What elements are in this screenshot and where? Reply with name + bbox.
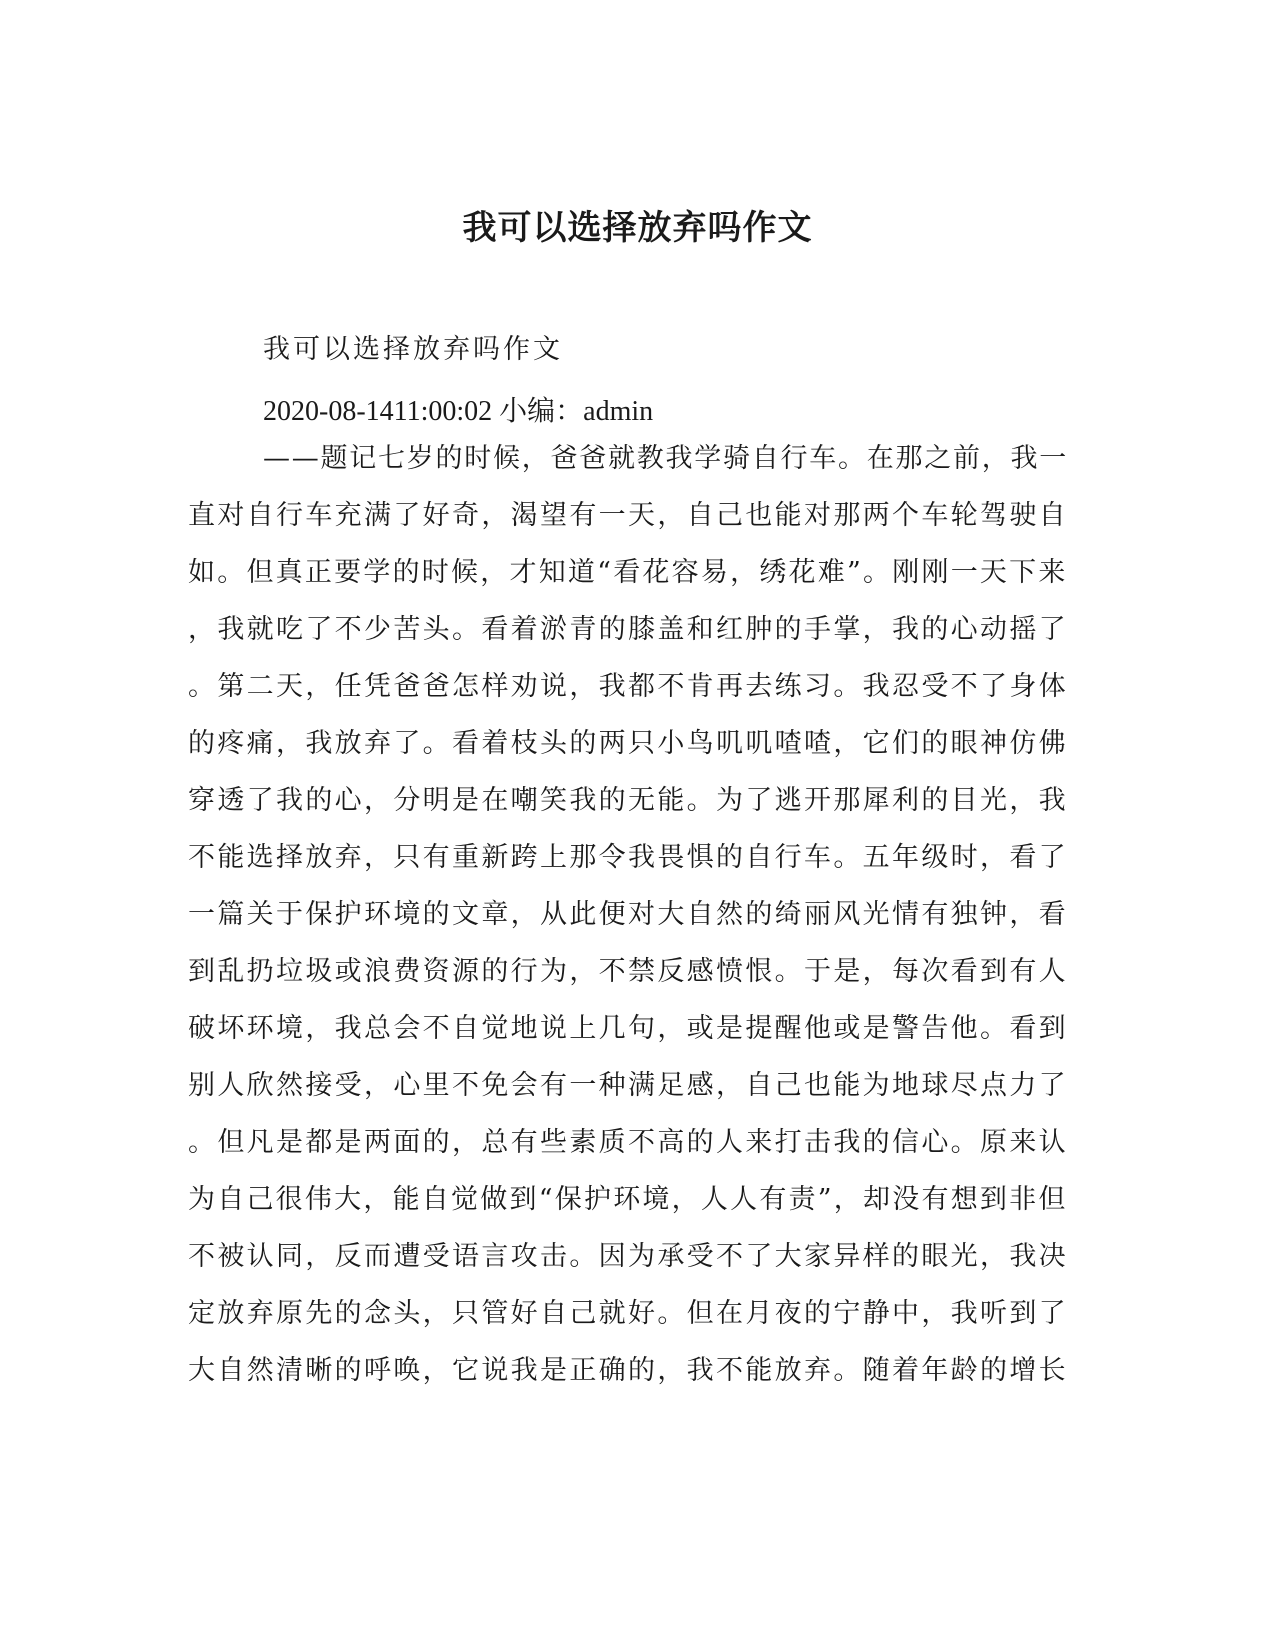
body-line: ，我就吃了不少苦头。看着淤青的膝盖和红肿的手掌，我的心动摇了 (188, 614, 1068, 645)
body-line: 不能选择放弃，只有重新跨上那令我畏惧的自行车。五年级时，看了 (188, 842, 1068, 873)
body-line: 大自然清晰的呼唤，它说我是正确的，我不能放弃。随着年龄的增长 (188, 1355, 1068, 1386)
body-line: 直对自行车充满了好奇，渴望有一天，自己也能对那两个车轮驾驶自 (188, 500, 1068, 531)
body-line: ——题记七岁的时候，爸爸就教我学骑自行车。在那之前，我一 (263, 443, 1068, 474)
document-subtitle: 我可以选择放弃吗作文 (263, 334, 563, 365)
body-line: 为自己很伟大，能自觉做到“保护环境，人人有责”，却没有想到非但 (188, 1184, 1068, 1215)
body-line: 。第二天，任凭爸爸怎样劝说，我都不肯再去练习。我忍受不了身体 (188, 671, 1068, 702)
document-title: 我可以选择放弃吗作文 (462, 208, 813, 248)
body-line: 破坏环境，我总会不自觉地说上几句，或是提醒他或是警告他。看到 (188, 1013, 1068, 1044)
publish-meta: 2020-08-1411:00:02 小编：admin (263, 396, 654, 427)
body-line: 到乱扔垃圾或浪费资源的行为，不禁反感愤恨。于是，每次看到有人 (188, 956, 1068, 987)
body-line: 穿透了我的心，分明是在嘲笑我的无能。为了逃开那犀利的目光，我 (188, 785, 1068, 816)
body-line: 的疼痛，我放弃了。看着枝头的两只小鸟叽叽喳喳，它们的眼神仿佛 (188, 728, 1068, 759)
body-line: 定放弃原先的念头，只管好自己就好。但在月夜的宁静中，我听到了 (188, 1298, 1068, 1329)
body-line: 。但凡是都是两面的，总有些素质不高的人来打击我的信心。原来认 (188, 1127, 1068, 1158)
body-line: 一篇关于保护环境的文章，从此便对大自然的绮丽风光情有独钟，看 (188, 899, 1068, 930)
body-line: 如。但真正要学的时候，才知道“看花容易，绣花难”。刚刚一天下来 (188, 557, 1068, 588)
body-line: 不被认同，反而遭受语言攻击。因为承受不了大家异样的眼光，我决 (188, 1241, 1068, 1272)
body-line: 别人欣然接受，心里不免会有一种满足感，自己也能为地球尽点力了 (188, 1070, 1068, 1101)
